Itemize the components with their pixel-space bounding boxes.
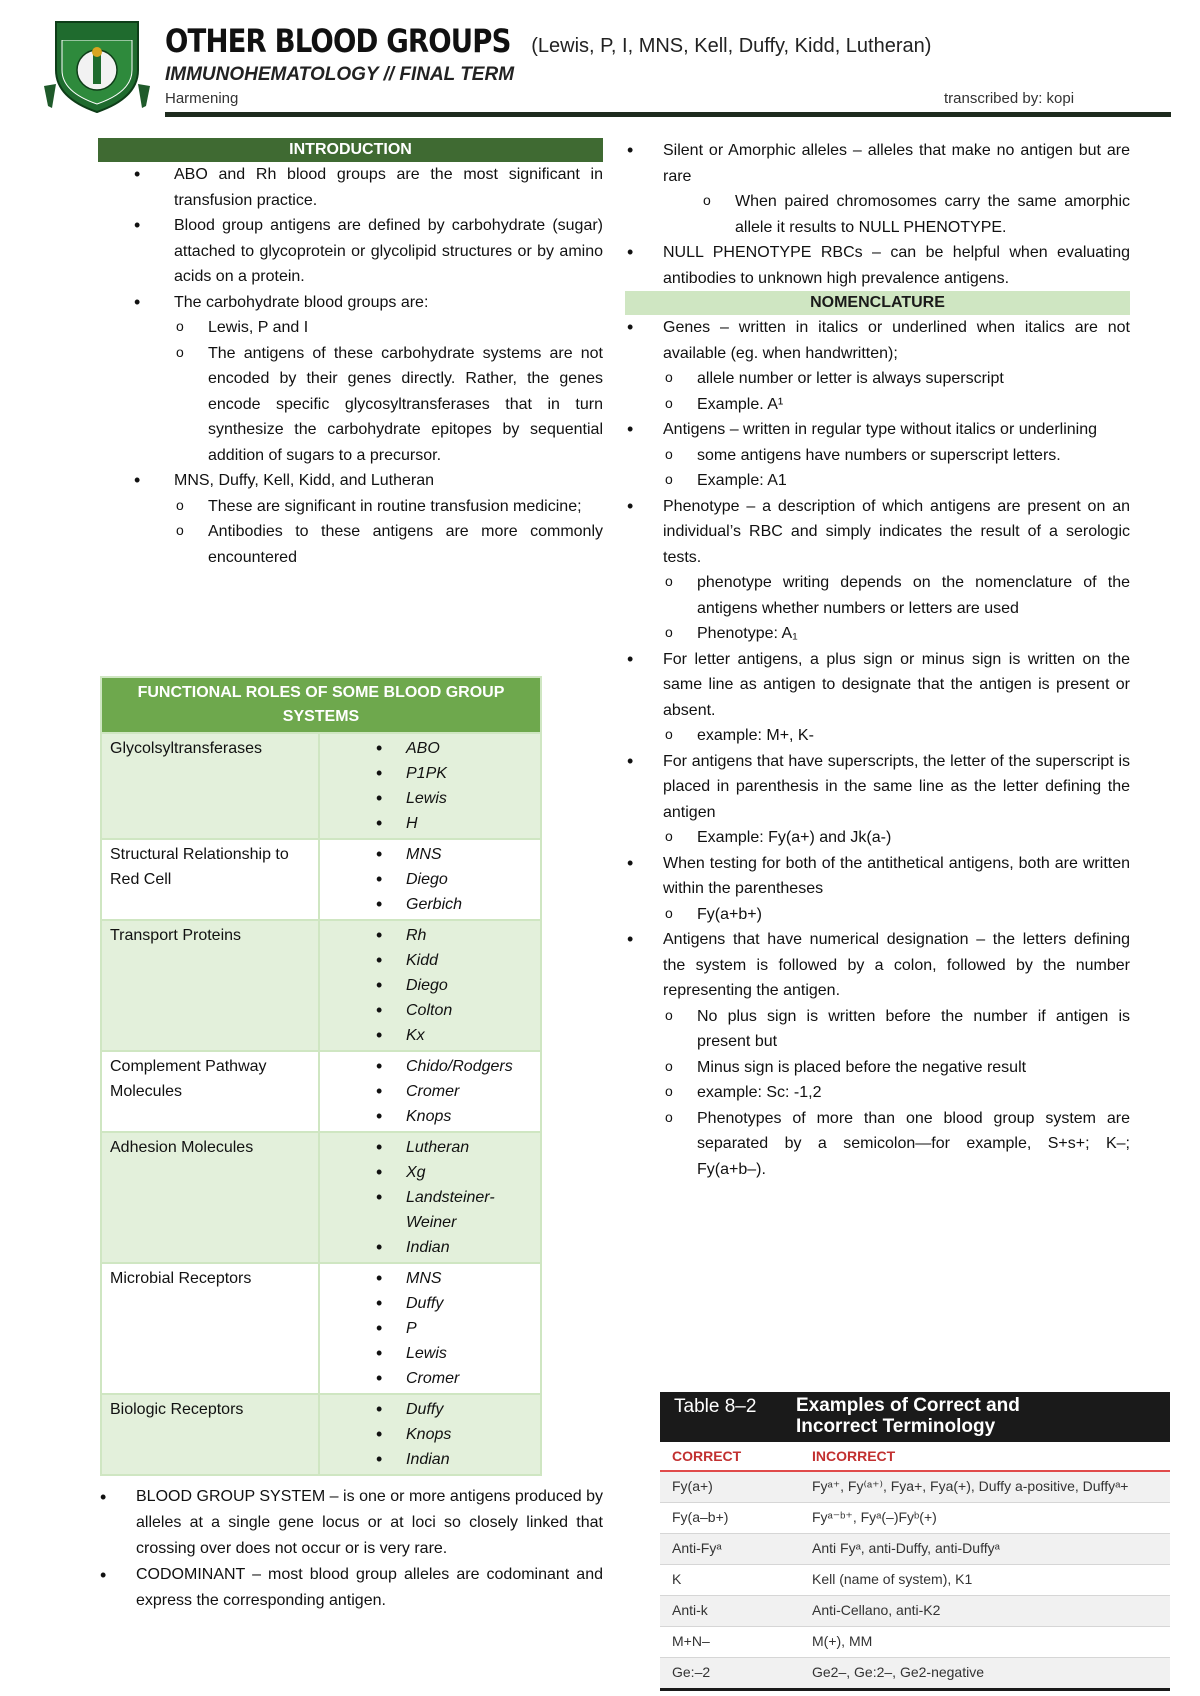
column-header-correct: CORRECT xyxy=(672,1448,742,1464)
list-item xyxy=(625,647,1130,749)
sub-list-item: o Fy(a+b+) xyxy=(663,902,1130,928)
system-item: • Knops xyxy=(328,1422,532,1447)
list-item-text: For letter antigens, a plus sign or minus sign is written on the same line as antigen to designate that the antigen is present or absent. xyxy=(663,650,1130,719)
definitions-block xyxy=(98,1484,603,1614)
system-item: • Rh xyxy=(328,923,532,948)
sub-list-item: o When paired chromosomes carry the same amorphic allele it results to NULL PHENOTYPE. xyxy=(701,189,1130,240)
correct-cell: M+N– xyxy=(672,1633,710,1649)
list-item-text: The carbohydrate blood groups are: xyxy=(174,293,429,311)
system-item: • Xg xyxy=(328,1160,532,1185)
system-item: • Indian xyxy=(328,1447,532,1472)
functional-roles-table xyxy=(100,676,542,1476)
alleles-list xyxy=(625,138,1130,291)
correct-cell: K xyxy=(672,1571,682,1587)
system-item: • Diego xyxy=(328,973,532,998)
systems-cell xyxy=(319,839,541,920)
definitions-list xyxy=(98,1484,603,1614)
table-row xyxy=(101,920,541,1051)
table-row xyxy=(660,1534,1170,1565)
table-title-line: Examples of Correct and xyxy=(796,1395,1020,1416)
list-item: • ABO and Rh blood groups are the most significant in transfusion practice. xyxy=(98,162,603,213)
system-item: • Gerbich xyxy=(328,892,532,917)
table-row xyxy=(660,1658,1170,1691)
list-item xyxy=(625,749,1130,851)
system-item: • Duffy xyxy=(328,1291,532,1316)
list-item xyxy=(98,290,603,469)
system-item: • Colton xyxy=(328,998,532,1023)
system-item: • P xyxy=(328,1316,532,1341)
list-item: • NULL PHENOTYPE RBCs – can be helpful when evaluating antibodies to unknown high prevalence antigens. xyxy=(625,240,1130,291)
table-row xyxy=(660,1565,1170,1596)
sub-list xyxy=(663,443,1130,494)
function-cell: Complement Pathway Molecules xyxy=(101,1051,319,1132)
incorrect-cell: Ge2–, Ge:2–, Ge2-negative xyxy=(812,1664,984,1680)
incorrect-cell: Anti-Cellano, anti-K2 xyxy=(812,1602,941,1618)
sub-list xyxy=(663,1004,1130,1183)
correct-cell: Ge:–2 xyxy=(672,1664,711,1680)
systems-cell xyxy=(319,1132,541,1263)
list-item-text: Silent or Amorphic alleles – alleles that make no antigen but are rare xyxy=(663,142,1130,185)
sub-list xyxy=(663,902,1130,928)
list-item-text: Antigens – written in regular type without italics or underlining xyxy=(663,421,1098,438)
section-heading-nomenclature: NOMENCLATURE xyxy=(625,291,1130,315)
sub-list-item: o Lewis, P and I xyxy=(174,315,603,341)
system-item: • P1PK xyxy=(328,761,532,786)
definition-codominant: • CODOMINANT – most blood group alleles are codominant and express the corresponding antigen. xyxy=(98,1562,603,1614)
sub-list-item: o Phenotype: A₁ xyxy=(663,621,1130,647)
list-item xyxy=(625,927,1130,1182)
sub-list-item: o Example: Fy(a+) and Jk(a-) xyxy=(663,825,1130,851)
sub-list xyxy=(663,723,1130,749)
function-cell: Transport Proteins xyxy=(101,920,319,1051)
list-item xyxy=(625,494,1130,647)
sub-list-item: o The antigens of these carbohydrate systems are not encoded by their genes directly. Rather, the genes encode specific glycosyltransferases that in turn synthesize the carbohydrate epitopes by sequential addition of sugars to a precursor. xyxy=(174,341,603,469)
list-item-text: Antigens that have numerical designation – the letters defining the system is followed by a colon, followed by the number representing the antigen. xyxy=(663,931,1130,999)
systems-cell xyxy=(319,1263,541,1394)
incorrect-cell: Anti Fyᵃ, anti-Duffy, anti-Duffyᵃ xyxy=(812,1540,1000,1556)
sub-list-item: o These are significant in routine transfusion medicine; xyxy=(174,494,603,520)
system-item: • Chido/Rodgers xyxy=(328,1054,532,1079)
system-item: • MNS xyxy=(328,842,532,867)
section-heading-introduction: INTRODUCTION xyxy=(98,138,603,162)
systems-cell xyxy=(319,1394,541,1475)
sub-list-item: o Example: A1 xyxy=(663,468,1130,494)
table-row xyxy=(660,1503,1170,1534)
nomenclature-list xyxy=(625,315,1130,1182)
system-item: • Cromer xyxy=(328,1079,532,1104)
table-row xyxy=(660,1596,1170,1627)
list-item xyxy=(625,851,1130,928)
system-item: • MNS xyxy=(328,1266,532,1291)
sub-list-item: o some antigens have numbers or superscript letters. xyxy=(663,443,1130,469)
sub-list-item: o Minus sign is placed before the negative result xyxy=(663,1055,1130,1081)
table-row xyxy=(101,1394,541,1475)
definition-blood-group-system: • BLOOD GROUP SYSTEM – is one or more antigens produced by alleles at a single gene locus or at loci so closely linked that crossing over does not occur or is very rare. xyxy=(98,1484,603,1562)
table-heading: FUNCTIONAL ROLES OF SOME BLOOD GROUP SYSTEMS xyxy=(101,677,541,733)
intro-list xyxy=(98,162,603,570)
list-item-text: Genes – written in italics or underlined when italics are not available (eg. when handwritten); xyxy=(663,319,1130,362)
sub-list-item: o example: Sc: -1,2 xyxy=(663,1080,1130,1106)
table-title-line: Incorrect Terminology xyxy=(796,1416,996,1437)
table-number: Table 8–2 xyxy=(674,1396,757,1417)
system-item: • Indian xyxy=(328,1235,532,1260)
table-row xyxy=(101,733,541,839)
incorrect-cell: M(+), MM xyxy=(812,1633,873,1649)
sub-list-item: o No plus sign is written before the number if antigen is present but xyxy=(663,1004,1130,1055)
column-header-incorrect: INCORRECT xyxy=(812,1448,896,1464)
function-cell: Glycolsyltransferases xyxy=(101,733,319,839)
systems-cell xyxy=(319,733,541,839)
right-column xyxy=(625,138,1130,1182)
sub-list xyxy=(174,494,603,571)
sub-list-item: o Example. A¹ xyxy=(663,392,1130,418)
correct-cell: Fy(a–b+) xyxy=(672,1509,729,1525)
table-row xyxy=(101,1263,541,1394)
system-item: • Duffy xyxy=(328,1397,532,1422)
document-title xyxy=(165,22,931,60)
system-item: • Kidd xyxy=(328,948,532,973)
function-cell: Biologic Receptors xyxy=(101,1394,319,1475)
system-item: • H xyxy=(328,811,532,836)
list-item xyxy=(625,138,1130,240)
table-row xyxy=(660,1472,1170,1503)
left-column xyxy=(98,138,603,570)
list-item-text: Phenotype – a description of which antigens are present on an individual’s RBC and simply indicates the result of a serologic tests. xyxy=(663,497,1130,566)
list-item-text: MNS, Duffy, Kell, Kidd, and Lutheran xyxy=(174,472,434,489)
terminology-table xyxy=(660,1392,1170,1691)
incorrect-cell: Kell (name of system), K1 xyxy=(812,1571,973,1587)
table-title xyxy=(796,1395,1020,1437)
course-label: IMMUNOHEMATOLOGY // FINAL TERM xyxy=(165,64,515,85)
table-header-row xyxy=(660,1442,1170,1472)
system-item: • Diego xyxy=(328,867,532,892)
title-subtitle: (Lewis, P, I, MNS, Kell, Duffy, Kidd, Lutheran) xyxy=(531,35,932,57)
transcriber-label: transcribed by: kopi xyxy=(944,90,1075,107)
system-item: • Lutheran xyxy=(328,1135,532,1160)
list-item xyxy=(625,315,1130,417)
system-item: • Landsteiner-Weiner xyxy=(328,1185,532,1235)
sub-list xyxy=(663,825,1130,851)
function-cell: Structural Relationship to Red Cell xyxy=(101,839,319,920)
sub-list xyxy=(701,189,1130,240)
function-cell: Microbial Receptors xyxy=(101,1263,319,1394)
list-item-text: When testing for both of the antithetical antigens, both are written within the parentheses xyxy=(663,854,1130,897)
system-item: • Lewis xyxy=(328,786,532,811)
systems-cell xyxy=(319,1051,541,1132)
sub-list xyxy=(663,570,1130,647)
header-divider xyxy=(165,112,1171,117)
system-item: • Cromer xyxy=(328,1366,532,1391)
page-header xyxy=(0,0,1200,125)
sub-list xyxy=(174,315,603,468)
correct-cell: Fy(a+) xyxy=(672,1478,713,1494)
title-main: OTHER BLOOD GROUPS xyxy=(165,22,511,60)
sub-list-item: o allele number or letter is always superscript xyxy=(663,366,1130,392)
sub-list-item: o phenotype writing depends on the nomenclature of the antigens whether numbers or letters are used xyxy=(663,570,1130,621)
table-row xyxy=(101,1051,541,1132)
sub-list xyxy=(663,366,1130,417)
list-item xyxy=(625,417,1130,494)
table-caption xyxy=(660,1392,1170,1442)
system-item: • Knops xyxy=(328,1104,532,1129)
sub-list-item: o Antibodies to these antigens are more commonly encountered xyxy=(174,519,603,570)
system-item: • Kx xyxy=(328,1023,532,1048)
table-row xyxy=(101,1132,541,1263)
incorrect-cell: Fyᵃ⁻ᵇ⁺, Fyᵃ(–)Fyᵇ(+) xyxy=(812,1509,937,1525)
list-item-text: For antigens that have superscripts, the letter of the superscript is placed in parenthesis in the same line as the letter defining the antigen xyxy=(663,752,1130,821)
sub-list-item: o example: M+, K- xyxy=(663,723,1130,749)
list-item xyxy=(98,468,603,570)
sub-list-item: o Phenotypes of more than one blood group system are separated by a semicolon—for example, S+s+; K–; Fy(a+b–). xyxy=(663,1106,1130,1183)
correct-cell: Anti-k xyxy=(672,1602,708,1618)
system-item: • ABO xyxy=(328,736,532,761)
table-row xyxy=(660,1627,1170,1658)
incorrect-cell: Fyᵃ⁺, Fy⁽ᵃ⁺⁾, Fya+, Fya(+), Duffy a-positive, Duffyᵃ+ xyxy=(812,1478,1129,1494)
table-row xyxy=(101,839,541,920)
correct-cell: Anti-Fyᵃ xyxy=(672,1540,722,1556)
function-cell: Adhesion Molecules xyxy=(101,1132,319,1263)
systems-cell xyxy=(319,920,541,1051)
list-item: • Blood group antigens are defined by carbohydrate (sugar) attached to glycoprotein or glycolipid structures or by amino acids on a protein. xyxy=(98,213,603,290)
system-item: • Lewis xyxy=(328,1341,532,1366)
university-seal-logo xyxy=(42,14,152,114)
author-label: Harmening xyxy=(165,90,239,107)
